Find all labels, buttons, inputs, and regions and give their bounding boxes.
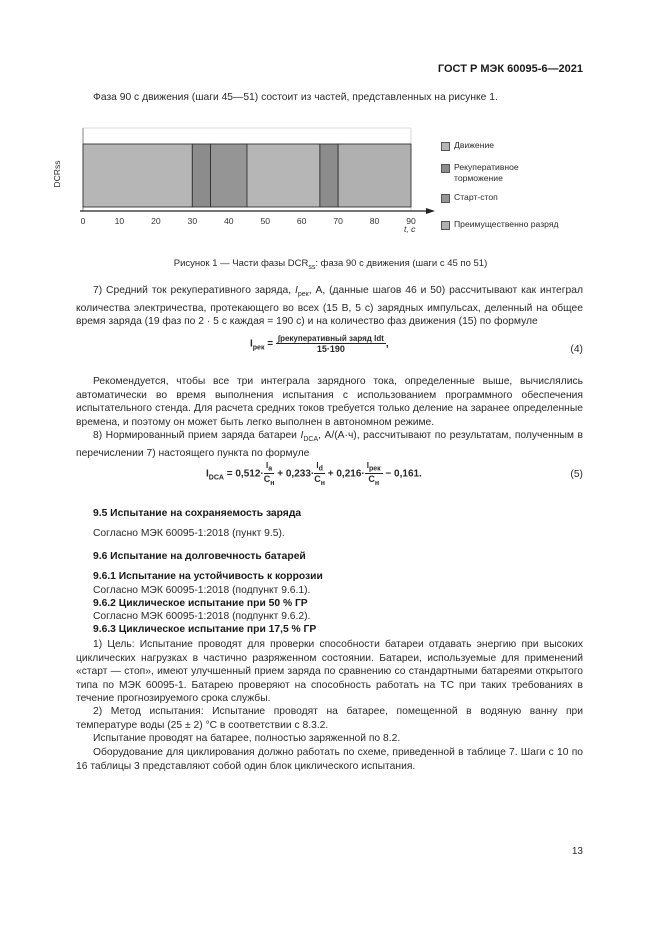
legend-swatch [441,164,450,173]
y-axis-label: DCRss [52,160,62,188]
equation-number-4: (4) [570,344,583,355]
timeline-segment [338,144,411,207]
legend-item-discharge [441,219,558,230]
section-9-6-3-title: 9.6.3 Циклическое испытание при 17,5 % ГР [93,624,317,635]
page-number: 13 [571,846,583,857]
x-tick-label: 20 [151,216,161,226]
section-9-6-2-text: Согласно МЭК 60095-1:2018 (подпункт 9.6.2). [93,611,311,622]
figure-1-chart [50,120,440,245]
section-9-6-title: 9.6 Испытание на долговечность батарей [93,551,306,562]
intro-paragraph: Фаза 90 с движения (шаги 45—51) состоит из частей, представленных на рисунке 1. [93,92,498,103]
formula-4: $I_{рек}$ = $\frac{\text{∫рекуперативный заряд Idt}}{15\cdot 190}$ , [250,334,389,354]
x-tick-label: 80 [369,216,380,226]
x-tick-label: 50 [260,216,271,226]
x-axis-arrow-icon [426,208,435,214]
timeline-segment [211,144,247,207]
paragraph-8: 8) Нормированный прием заряда батареи $I_{DCA}$, А/(А·ч), рассчитывают по результатам, полученным в перечислении 7) настоящего пункта по формуле [76,430,583,459]
timeline-segment [247,144,320,207]
legend-item-start-stop [441,192,498,203]
section-9-6-2-title: 9.6.2 Циклическое испытание при 50 % ГР [93,598,308,609]
figure-caption: Рисунок 1 — Части фазы $DCR_{ss}$: фаза 90 с движения (шаги с 45 по 51) [173,258,488,271]
x-tick-label: 70 [333,216,343,226]
section-9-6-3-equipment: Оборудование для циклирования должно работать по схеме, приведенной в таблице 7. Шаги с 10 по 16 таблицы 3 представляют собой один блок циклического испытания. [76,747,583,772]
legend-label: Рекуперативное торможение [454,162,519,183]
equation-number-5: (5) [570,469,583,480]
section-9-5-title: 9.5 Испытание на сохраняемость заряда [93,508,302,519]
legend-label: Старт-стоп [454,192,498,202]
x-tick-label: 0 [80,216,86,226]
legend-label: Движение [454,140,495,150]
section-9-6-3-charged: Испытание проводят на батарее, полностью заряженной по 8.2. [93,733,401,744]
legend-swatch [441,194,450,203]
legend-item-movement [441,140,494,151]
paragraph-7: 7) Средний ток рекуперативного заряда, $I_{рек}$, А, (данные шагов 46 и 50) рассчитывают как интеграл количества электричества, протекающего во всех (15 В, 5 с) зарядных импульсах, деленный на общее время заряда (19 фаз по 2 · 5 с каждая = 190 с) и на количество фаз движения (15) по формуле [76,285,583,328]
recommendation-paragraph: Рекомендуется, чтобы все три интеграла зарядного тока, определенные выше, вычислялись автоматически во время выполнения испытания с использованием программного обеспечения испытательного стенда. Для расчета средних токов требуется только деление на заранее определенные времена, и поэтому он может быть легко выполнен в автономном режиме. [76,376,583,428]
legend-label: Преимущественно разряд [454,219,559,229]
section-9-6-3-purpose: 1) Цель: Испытание проводят для проверки способности батареи отдавать энергию при высоких циклических нагрузках в частично разряженном состоянии. Батареи, используемые для применений «старт — стоп», имеют улучшенный прием заряда по сравнению со стандартными батареями открытого типа по МЭК 60095-1. Батарею проверяют на способность работать на ТС при таких требованиях в течение прогнозируемого срока службы. [76,639,583,704]
x-tick-label: 90 [406,216,416,226]
x-tick-label: 30 [187,216,198,226]
legend-swatch [441,142,450,151]
document-header: ГОСТ Р МЭК 60095-6—2021 [437,63,583,75]
timeline-segment [320,144,338,207]
legend-item-regen [441,162,519,184]
section-9-6-3-method: 2) Метод испытания: Испытание проводят на батарее, помещенной в водяную ванну при температуре воды (25 ± 2) °С в соответствии с 8.3.2. [76,706,583,731]
x-axis-label: t, c [404,224,416,234]
formula-5: $I_{DCA} = 0,512\cdot$ $\frac{I_a}{C_н}$ + 0,233· $\frac{I_d}{C_н}$ + 0,216· $\frac{I_{рек}}{C_н}$ − 0,161. [206,461,422,487]
x-tick-label: 40 [223,216,234,226]
timeline-segment [192,144,210,207]
legend-swatch [441,221,450,230]
x-tick-label: 60 [296,216,307,226]
section-9-6-1-title: 9.6.1 Испытание на устойчивость к коррозии [93,571,323,582]
section-9-5-text: Согласно МЭК 60095-1:2018 (пункт 9.5). [93,528,285,539]
timeline-segment [83,144,192,207]
section-9-6-1-text: Согласно МЭК 60095-1:2018 (подпункт 9.6.1). [93,585,311,596]
x-tick-label: 10 [114,216,125,226]
